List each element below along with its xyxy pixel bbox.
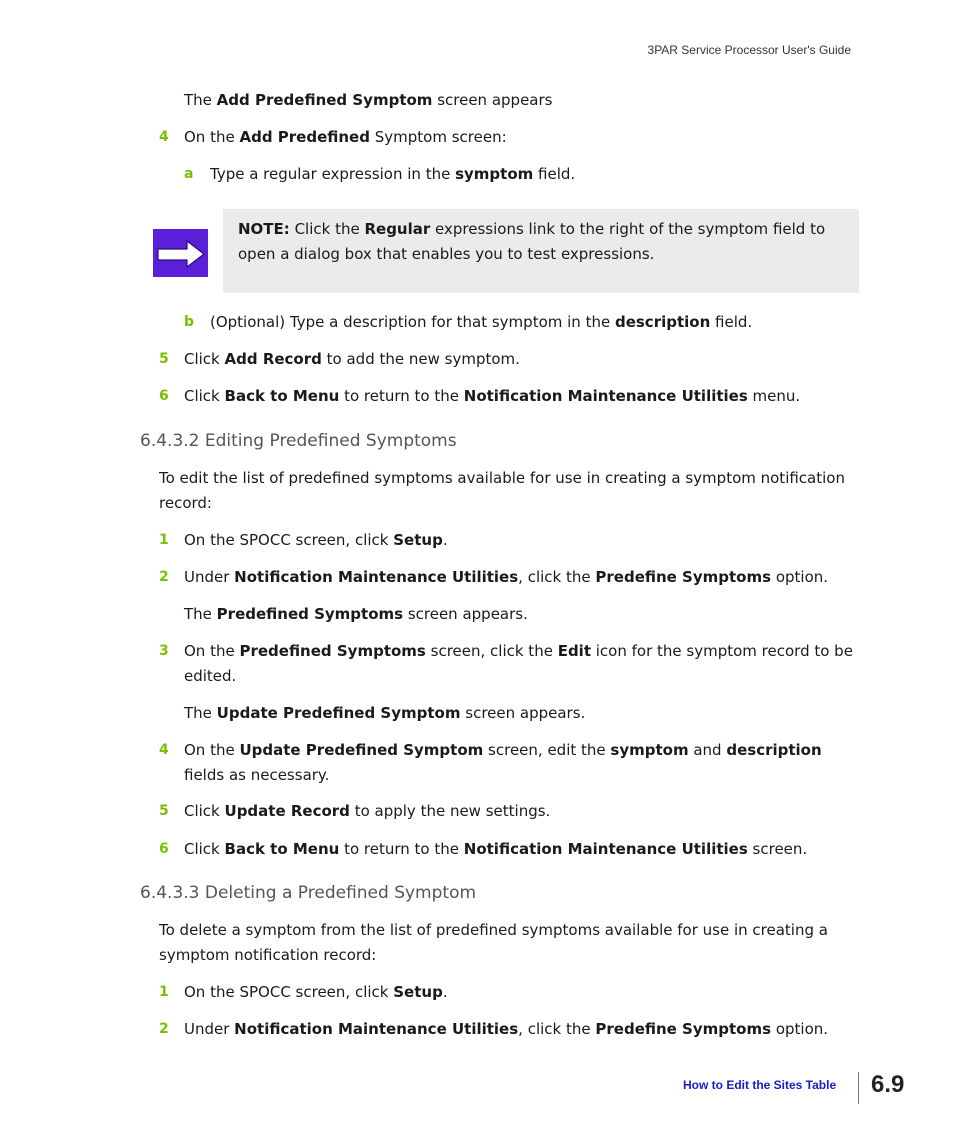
step-number: 3 <box>159 643 169 659</box>
arrow-right-icon <box>153 229 208 277</box>
note-box <box>223 209 859 293</box>
footer-divider <box>858 1072 859 1104</box>
step-number: 6 <box>159 841 169 857</box>
step-text: Click Add Record to add the new symptom. <box>184 350 520 368</box>
section-heading: 6.4.3.2 Editing Predefined Symptoms <box>140 431 457 451</box>
screen-appears-text: The Add Predefined Symptom screen appears <box>184 91 553 109</box>
footer-section-link[interactable]: How to Edit the Sites Table <box>683 1078 837 1092</box>
step-number: 6 <box>159 388 169 404</box>
running-header: 3PAR Service Processor User's Guide <box>647 43 851 57</box>
step-number: 1 <box>159 984 169 1000</box>
step-result: The Update Predefined Symptom screen appears. <box>184 704 586 722</box>
step-number: 5 <box>159 351 169 367</box>
step-number: 4 <box>159 129 169 145</box>
substep-letter: a <box>184 166 194 182</box>
step-text: Click Back to Menu to return to the Notification Maintenance Utilities screen. <box>184 840 808 858</box>
step-number: 4 <box>159 742 169 758</box>
step-text: On the Predefined Symptoms screen, click the Edit icon for the symptom record to be edited. <box>184 642 853 685</box>
step-number: 1 <box>159 532 169 548</box>
substep-text: Type a regular expression in the symptom field. <box>210 165 576 183</box>
step-text: On the Add Predefined Symptom screen: <box>184 128 507 146</box>
step-number: 5 <box>159 803 169 819</box>
step-text: Under Notification Maintenance Utilities, click the Predefine Symptoms option. <box>184 568 829 586</box>
section-heading: 6.4.3.3 Deleting a Predefined Symptom <box>140 883 477 903</box>
step-text: On the Update Predefined Symptom screen, edit the symptom and description fields as necessary. <box>184 741 822 784</box>
section-intro: To edit the list of predefined symptoms available for use in creating a symptom notification record: <box>159 469 845 512</box>
step-result: The Predefined Symptoms screen appears. <box>184 605 528 623</box>
step-text: Under Notification Maintenance Utilities, click the Predefine Symptoms option. <box>184 1020 829 1038</box>
step-number: 2 <box>159 1021 169 1037</box>
section-intro: To delete a symptom from the list of predefined symptoms available for use in creating a symptom notification record: <box>159 921 828 964</box>
step-number: 2 <box>159 569 169 585</box>
step-text: Click Update Record to apply the new settings. <box>184 802 551 820</box>
page-number: 6.9 <box>871 1071 905 1098</box>
step-text: On the SPOCC screen, click Setup. <box>184 531 448 549</box>
substep-text: (Optional) Type a description for that symptom in the description field. <box>210 313 753 331</box>
step-text: On the SPOCC screen, click Setup. <box>184 983 448 1001</box>
substep-letter: b <box>184 314 195 330</box>
note-text: NOTE: Click the Regular expressions link to the right of the symptom field to open a dialog box that enables you to test expressions. <box>238 220 826 263</box>
step-text: Click Back to Menu to return to the Notification Maintenance Utilities menu. <box>184 387 801 405</box>
